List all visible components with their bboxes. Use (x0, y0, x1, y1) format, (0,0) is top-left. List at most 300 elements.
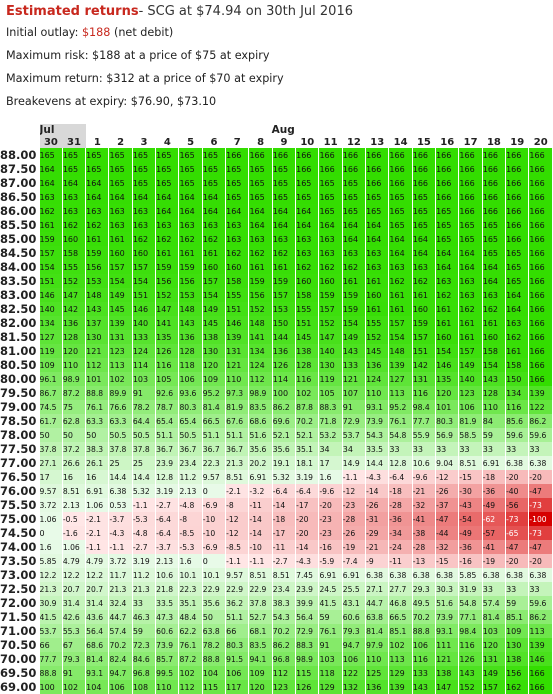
return-cell: 10.6 (412, 456, 435, 470)
return-cell: 165 (132, 176, 155, 190)
return-cell: 164 (482, 260, 505, 274)
month-header-row (0, 124, 553, 136)
return-cell: 166 (459, 148, 482, 162)
maximum-risk: Maximum risk: $188 at a price of $75 at expiry (6, 49, 270, 62)
return-cell: 159 (412, 316, 435, 330)
return-cell: 153 (86, 274, 109, 288)
return-cell: -5.3 (132, 512, 155, 526)
return-cell: 6.38 (412, 568, 435, 582)
return-cell: 130 (86, 330, 109, 344)
return-cell: 9.04 (436, 456, 459, 470)
return-cell: 33 (459, 442, 482, 456)
return-cell: -11 (389, 554, 412, 568)
day-label: 11 (323, 136, 338, 148)
return-cell: 83.5 (249, 400, 272, 414)
return-cell: 150 (272, 316, 295, 330)
return-cell: 62.8 (62, 414, 85, 428)
return-cell: 163 (412, 260, 435, 274)
return-cell: 112 (272, 666, 295, 680)
return-cell: 46.3 (132, 610, 155, 624)
return-cell: -38 (412, 526, 435, 540)
return-cell: 165 (40, 148, 63, 162)
return-cell: 21.3 (109, 582, 132, 596)
return-cell: 30.9 (40, 596, 63, 610)
price-label: 81.50 (0, 330, 37, 344)
price-label: 70.00 (0, 652, 37, 666)
return-cell: 79.3 (342, 624, 365, 638)
return-cell: -20 (319, 498, 342, 512)
return-cell: -14 (249, 526, 272, 540)
return-cell: 94.1 (249, 652, 272, 666)
day-label: 13 (370, 136, 385, 148)
return-cell: 151 (40, 274, 63, 288)
return-cell: 44.7 (366, 596, 389, 610)
return-cell: 163 (296, 246, 319, 260)
return-cell: 164 (319, 218, 342, 232)
price-row (0, 652, 553, 666)
return-cell: 166 (482, 204, 505, 218)
return-cell: 106 (226, 666, 249, 680)
return-cell: -21 (412, 484, 435, 498)
return-cell: 163 (132, 204, 155, 218)
return-cell: 31.4 (62, 596, 85, 610)
return-cell: 42.6 (62, 610, 85, 624)
return-cell: 146 (226, 316, 249, 330)
price-label: 82.50 (0, 302, 37, 316)
return-cell: 166 (506, 232, 529, 246)
price-row (0, 624, 553, 638)
price-label: 70.50 (0, 638, 37, 652)
return-cell: 56.4 (86, 624, 109, 638)
price-label: 74.00 (0, 540, 37, 554)
price-row (0, 302, 553, 316)
return-cell: 162 (202, 232, 225, 246)
return-cell: 165 (156, 162, 179, 176)
return-cell: 136 (366, 358, 389, 372)
return-cell: 128 (62, 330, 85, 344)
return-cell: 109 (40, 358, 63, 372)
return-cell: -28 (412, 540, 435, 554)
return-cell: 87.8 (296, 400, 319, 414)
return-cell: -6.4 (296, 484, 319, 498)
return-cell: 140 (40, 302, 63, 316)
return-cell: 117 (226, 680, 249, 694)
return-cell: 23.9 (156, 456, 179, 470)
return-cell: 102 (389, 638, 412, 652)
return-cell: -15 (436, 554, 459, 568)
return-cell: 138 (296, 344, 319, 358)
return-cell: 166 (529, 162, 553, 176)
return-cell: 97.9 (366, 638, 389, 652)
return-cell: 164 (272, 204, 295, 218)
return-cell: 8.51 (226, 470, 249, 484)
price-row (0, 512, 553, 526)
return-cell: 166 (529, 330, 553, 344)
return-cell: 164 (272, 218, 295, 232)
return-cell: 153 (272, 302, 295, 316)
return-cell: 46.8 (389, 596, 412, 610)
return-cell: 78.2 (132, 400, 155, 414)
return-cell: 165 (389, 218, 412, 232)
return-cell: 33 (506, 582, 529, 596)
return-cell: 60.6 (156, 624, 179, 638)
return-cell: 166 (529, 372, 553, 386)
day-label: 18 (486, 136, 501, 148)
return-cell: 139 (226, 330, 249, 344)
return-cell: 161 (202, 246, 225, 260)
return-cell: -62 (482, 512, 505, 526)
price-row (0, 470, 553, 484)
return-cell: 165 (389, 190, 412, 204)
return-cell: 73.9 (366, 414, 389, 428)
day-label: 9 (280, 136, 288, 148)
return-cell: 166 (506, 204, 529, 218)
return-cell: 102 (109, 372, 132, 386)
return-cell: 23.9 (296, 582, 319, 596)
return-cell: 101 (86, 372, 109, 386)
return-cell: 136 (366, 680, 389, 694)
return-cell: 166 (459, 176, 482, 190)
price-label: 74.50 (0, 526, 37, 540)
return-cell: -11 (272, 540, 295, 554)
return-cell: -3.7 (109, 512, 132, 526)
return-cell: 57.4 (109, 624, 132, 638)
return-cell: 50 (62, 428, 85, 442)
return-cell: 166 (319, 162, 342, 176)
return-cell: 162 (249, 246, 272, 260)
return-cell: 113 (389, 386, 412, 400)
return-cell: -73 (506, 512, 529, 526)
return-cell: -1.6 (62, 526, 85, 540)
return-cell: 51.1 (226, 610, 249, 624)
return-cell: 166 (529, 148, 553, 162)
return-cell: -41 (482, 540, 505, 554)
return-cell: 89.9 (109, 386, 132, 400)
return-cell: 115 (202, 680, 225, 694)
price-row (0, 484, 553, 498)
return-cell: -34 (389, 526, 412, 540)
return-cell: 4.79 (62, 554, 85, 568)
return-cell: -4.8 (132, 526, 155, 540)
return-cell: 98.9 (62, 372, 85, 386)
return-cell: 87.2 (179, 652, 202, 666)
return-cell: -26 (342, 526, 365, 540)
return-cell: 48.4 (179, 610, 202, 624)
title-subtitle: - SCG at $74.94 on 30th Jul 2016 (138, 4, 353, 19)
return-cell: 4.79 (86, 554, 109, 568)
return-cell: 31.4 (86, 596, 109, 610)
return-cell: 124 (132, 344, 155, 358)
return-cell: 85.1 (506, 610, 529, 624)
return-cell: 20.2 (249, 456, 272, 470)
return-cell: 67 (62, 638, 85, 652)
return-cell: 154 (132, 274, 155, 288)
return-cell: 62.2 (179, 624, 202, 638)
return-cell: 18.1 (296, 456, 319, 470)
return-cell: 6.38 (529, 568, 553, 582)
return-cell: 76.1 (179, 638, 202, 652)
return-cell: 9.57 (226, 568, 249, 582)
return-cell: -23 (342, 498, 365, 512)
return-cell: -20 (506, 554, 529, 568)
return-cell: -19 (342, 540, 365, 554)
day-label: 5 (187, 136, 195, 148)
return-cell: 6.38 (436, 568, 459, 582)
return-cell: 133 (342, 358, 365, 372)
return-cell: 145 (366, 344, 389, 358)
return-cell: 12.8 (389, 456, 412, 470)
return-cell: 8.51 (272, 568, 295, 582)
return-cell: 139 (389, 680, 412, 694)
return-cell: 143 (459, 666, 482, 680)
return-cell: -47 (529, 484, 553, 498)
return-cell: 166 (436, 162, 459, 176)
return-cell: 27.7 (389, 582, 412, 596)
return-cell: 155 (366, 316, 389, 330)
return-cell: 164 (342, 232, 365, 246)
return-cell: 65.4 (156, 414, 179, 428)
return-cell: 118 (319, 666, 342, 680)
return-cell: 70.2 (412, 610, 435, 624)
return-cell: 17 (40, 470, 63, 484)
return-cell: 113 (109, 358, 132, 372)
price-label: 79.00 (0, 400, 37, 414)
return-cell: 161 (272, 260, 295, 274)
return-cell: 121 (342, 372, 365, 386)
return-cell: 164 (389, 246, 412, 260)
price-row (0, 582, 553, 596)
return-cell: 156 (249, 288, 272, 302)
return-cell: 163 (202, 218, 225, 232)
return-cell: 166 (226, 148, 249, 162)
return-cell: 21.3 (40, 582, 63, 596)
return-cell: 164 (506, 302, 529, 316)
return-cell: 102 (62, 680, 85, 694)
return-cell: -6.4 (156, 526, 179, 540)
return-cell: -56 (506, 498, 529, 512)
return-cell: 10.1 (179, 568, 202, 582)
return-cell: -47 (506, 540, 529, 554)
return-cell: 162 (179, 232, 202, 246)
return-cell: 162 (156, 232, 179, 246)
return-cell: 166 (436, 176, 459, 190)
return-cell: 146 (436, 358, 459, 372)
maximum-return: Maximum return: $312 at a price of $70 at expiry (6, 72, 284, 85)
return-cell: 166 (529, 680, 553, 694)
return-cell: -37 (436, 498, 459, 512)
return-cell: 165 (179, 148, 202, 162)
price-row (0, 330, 553, 344)
return-cell: 110 (366, 652, 389, 666)
return-cell: 147 (319, 330, 342, 344)
return-cell: 157 (132, 260, 155, 274)
price-row (0, 428, 553, 442)
return-cell: 160 (296, 274, 319, 288)
return-cell: 166 (529, 302, 553, 316)
return-cell: 165 (272, 176, 295, 190)
price-row (0, 414, 553, 428)
return-cell: 159 (249, 274, 272, 288)
return-cell: 165 (156, 176, 179, 190)
return-cell: 6.38 (529, 456, 553, 470)
price-label: 72.50 (0, 582, 37, 596)
return-cell: -5.3 (179, 540, 202, 554)
return-cell: 33.5 (156, 596, 179, 610)
return-cell: 59 (132, 624, 155, 638)
price-label: 72.00 (0, 596, 37, 610)
return-cell: 161 (40, 218, 63, 232)
return-cell: 127 (389, 372, 412, 386)
return-cell: 143 (342, 344, 365, 358)
price-label: 83.00 (0, 288, 37, 302)
return-cell: 16 (62, 470, 85, 484)
return-cell: 130 (506, 638, 529, 652)
return-cell: 43.1 (342, 596, 365, 610)
return-cell: 157 (202, 274, 225, 288)
return-cell: 165 (109, 176, 132, 190)
return-cell: 165 (226, 162, 249, 176)
return-cell: 120 (482, 638, 505, 652)
return-cell: -31 (366, 512, 389, 526)
return-cell: 33.5 (366, 442, 389, 456)
return-cell: 161 (86, 232, 109, 246)
return-cell: -8.5 (226, 540, 249, 554)
return-cell: 53.7 (40, 624, 63, 638)
return-cell: 152 (459, 680, 482, 694)
return-cell: 3.19 (156, 484, 179, 498)
return-cell: 82.4 (109, 652, 132, 666)
price-row (0, 358, 553, 372)
return-cell: 5.85 (40, 554, 63, 568)
return-cell: 121 (226, 358, 249, 372)
return-cell: 95.2 (389, 400, 412, 414)
return-cell: -54 (459, 512, 482, 526)
return-cell: 165 (482, 232, 505, 246)
return-cell: 66.5 (202, 414, 225, 428)
price-row (0, 680, 553, 694)
return-cell: 166 (506, 148, 529, 162)
return-cell: -2.7 (272, 554, 295, 568)
price-label: 79.50 (0, 386, 37, 400)
return-cell: 163 (366, 246, 389, 260)
return-cell: 68.1 (249, 624, 272, 638)
return-cell: 109 (249, 666, 272, 680)
day-label: 16 (440, 136, 455, 148)
return-cell: -2.1 (86, 512, 109, 526)
return-cell: -13 (412, 554, 435, 568)
return-cell: 63.8 (202, 624, 225, 638)
return-cell: 154 (389, 330, 412, 344)
return-cell: 162 (412, 274, 435, 288)
return-cell: 157 (319, 302, 342, 316)
return-cell: 149 (202, 302, 225, 316)
return-cell: 2.13 (156, 554, 179, 568)
return-cell: 128 (296, 358, 319, 372)
day-label: 14 (393, 136, 408, 148)
return-cell: 160 (319, 274, 342, 288)
return-cell: 36.7 (156, 442, 179, 456)
return-cell: 12.8 (156, 470, 179, 484)
price-row (0, 372, 553, 386)
return-cell: 91.5 (226, 652, 249, 666)
return-cell: 164 (389, 232, 412, 246)
return-cell: 98.9 (249, 386, 272, 400)
price-label: 76.50 (0, 470, 37, 484)
return-cell: -9.6 (412, 470, 435, 484)
return-cell: 0 (40, 526, 63, 540)
return-cell: 8.51 (249, 568, 272, 582)
return-cell: -8 (226, 498, 249, 512)
return-cell: 58.5 (459, 428, 482, 442)
initial-outlay (6, 24, 551, 41)
return-cell: 50 (40, 428, 63, 442)
return-cell: 138 (202, 330, 225, 344)
return-cell: 119 (40, 344, 63, 358)
return-cell: 141 (156, 316, 179, 330)
return-cell: 163 (62, 190, 85, 204)
price-row (0, 190, 553, 204)
return-cell: 33 (132, 596, 155, 610)
month-label: Aug (271, 124, 295, 136)
return-cell: 162 (459, 302, 482, 316)
return-cell: 10.6 (156, 568, 179, 582)
return-cell: 47.3 (156, 610, 179, 624)
return-cell: 35.6 (202, 596, 225, 610)
return-cell: 162 (226, 246, 249, 260)
return-cell: -36 (389, 512, 412, 526)
return-cell: 110 (226, 372, 249, 386)
return-cell: -20 (506, 470, 529, 484)
return-cell: 1.6 (319, 470, 342, 484)
return-cell: 96.8 (272, 652, 295, 666)
return-cell: 22.9 (226, 582, 249, 596)
return-cell: 73.9 (436, 610, 459, 624)
return-cell: 165 (342, 190, 365, 204)
return-cell: 157 (389, 316, 412, 330)
return-cell: 115 (296, 666, 319, 680)
day-label: 3 (140, 136, 148, 148)
return-cell: 25 (132, 456, 155, 470)
price-label: 78.50 (0, 414, 37, 428)
return-cell: 163 (272, 232, 295, 246)
return-cell: 98.4 (412, 400, 435, 414)
return-cell: 73.9 (156, 638, 179, 652)
return-cell: 91 (319, 638, 342, 652)
return-cell: 23.4 (272, 582, 295, 596)
page-title (6, 3, 551, 20)
return-cell: 166 (506, 218, 529, 232)
day-label: 20 (533, 136, 548, 148)
return-cell: 128 (482, 386, 505, 400)
return-cell: 163 (296, 232, 319, 246)
return-cell: -2.7 (156, 498, 179, 512)
return-cell: -28 (389, 498, 412, 512)
return-cell: 165 (506, 274, 529, 288)
return-cell: -8.5 (179, 526, 202, 540)
return-cell: 1.06 (62, 540, 85, 554)
return-cell: -6.4 (389, 470, 412, 484)
return-cell: -14 (296, 540, 319, 554)
return-cell: 50.5 (109, 428, 132, 442)
return-cell: 64.4 (132, 414, 155, 428)
returns-table (0, 124, 553, 694)
return-cell: 52.1 (296, 428, 319, 442)
return-cell: 165 (249, 190, 272, 204)
return-cell: 131 (226, 344, 249, 358)
return-cell: -4.3 (366, 470, 389, 484)
return-cell: 1.6 (40, 540, 63, 554)
return-cell: 67.6 (226, 414, 249, 428)
